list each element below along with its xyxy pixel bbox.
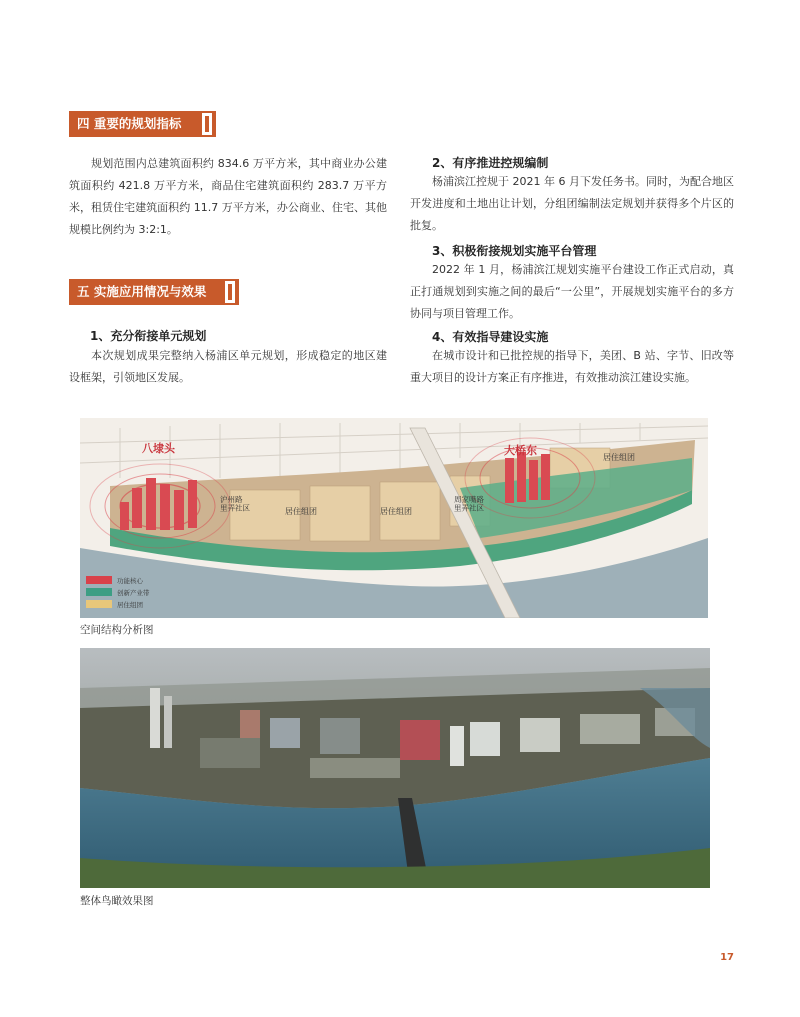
- label-residential-1: 居住组团: [285, 507, 317, 516]
- figure2-caption: 整体鸟瞰效果图: [80, 895, 154, 907]
- header-tab-decoration: [202, 113, 212, 135]
- item4-paragraph: 在城市设计和已批控规的指导下，美团、B 站、字节、旧改等重大项目的设计方案正有序推进，有效推动滨江建设实施。: [410, 349, 734, 384]
- item1-paragraph: 本次规划成果完整纳入杨浦区单元规划，形成稳定的地区建设框架，引领地区发展。: [69, 349, 387, 384]
- figure1-caption: 空间结构分析图: [80, 624, 154, 636]
- indicators-paragraph: 规划范围内总建筑面积约 834.6 万平方米，其中商业办公建筑面积约 421.8 万平方米，商品住宅建筑面积约 283.7 万平方米，租赁住宅建筑面积约 11.7 万平方米，办公商业、住宅、其他规模比例约为 3:2:1。: [69, 157, 387, 236]
- page-number: 17: [720, 952, 734, 963]
- item4-title: 4、有效指导建设实施: [432, 330, 549, 344]
- section-title-implementation: 五 实施应用情况与效果: [77, 284, 207, 299]
- label-community-west: 沪州路里弄社区: [220, 495, 250, 513]
- label-daqiaodong: 大桥东: [504, 444, 537, 457]
- header-tab-decoration: [225, 281, 235, 303]
- item2-title: 2、有序推进控规编制: [432, 156, 549, 170]
- legend-label-innovation: 创新产业带: [117, 589, 150, 597]
- spatial-structure-svg: [80, 418, 708, 618]
- item3-title: 3、积极衔接规划实施平台管理: [432, 244, 597, 258]
- legend-label-core: 功能核心: [117, 577, 143, 585]
- legend-swatch-residential: [86, 600, 112, 608]
- section-header-implementation: [69, 279, 239, 305]
- item2-paragraph: 杨浦滨江控规于 2021 年 6 月下发任务书。同时，为配合地区开发进度和土地出让计划，分组团编制法定规划并获得多个片区的批复。: [410, 175, 734, 232]
- label-residential-2: 居住组团: [380, 507, 412, 516]
- legend-label-residential: 居住组团: [117, 601, 143, 609]
- item1-title: 1、充分衔接单元规划: [90, 329, 207, 343]
- item3-paragraph: 2022 年 1 月，杨浦滨江规划实施平台建设工作正式启动，真正打通规划到实施之间的最后“一公里”，开展规划实施平台的多方协同与项目管理工作。: [410, 263, 734, 320]
- label-babiaotou: 八埭头: [142, 442, 175, 455]
- label-residential-3: 居住组团: [603, 453, 635, 462]
- aerial-rendering-svg: [80, 648, 710, 888]
- aerial-rendering: [80, 648, 710, 888]
- section-title-indicators: 四 重要的规划指标: [77, 116, 182, 131]
- legend: [86, 576, 150, 609]
- legend-swatch-innovation: [86, 588, 112, 596]
- spatial-structure-diagram: [80, 418, 708, 618]
- section-header-indicators: [69, 111, 216, 137]
- label-community-east: 周家嘴路里弄社区: [454, 495, 484, 513]
- legend-swatch-core: [86, 576, 112, 584]
